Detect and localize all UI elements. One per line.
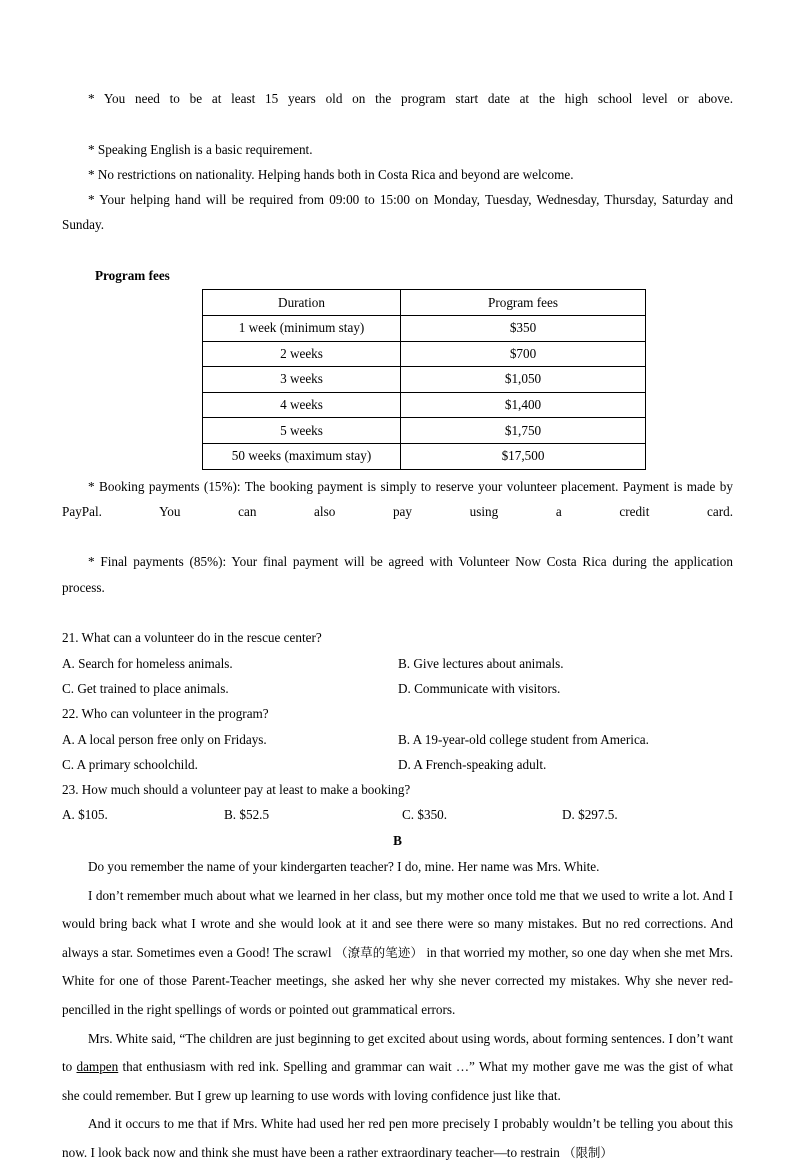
option-22-b[interactable]: B. A 19-year-old college student from America. xyxy=(398,731,649,747)
table-row xyxy=(203,341,646,367)
table-row xyxy=(203,418,646,444)
passage-p3-part1: Mrs. White said, “The children are just beginning to get excited about using words, about forming sentences. I don’t want to xyxy=(62,1030,733,1075)
passage-p2-part1: I don’t remember much about what we learned in her class, but my mother once told me that we used to write a lot. And I would bring back what I wrote and she would look at it and see there were so many mistakes. But no red corrections. And always a star. Sometimes even a Good! The scrawl xyxy=(62,887,733,960)
passage-p3-part2: that enthusiasm with red ink. Spelling and grammar can wait …” What my mother gave me was the gist of what she could remember. But I grew up learning to use words with loving confidence just like that. xyxy=(62,1059,733,1103)
cell-duration: 5 weeks xyxy=(203,418,401,444)
cell-fee: $1,400 xyxy=(401,392,646,418)
question-21-options-row-1 xyxy=(62,651,733,676)
cell-duration: 50 weeks (maximum stay) xyxy=(203,443,401,469)
question-22-stem: 22. Who can volunteer in the program? xyxy=(62,706,269,722)
passage-p2-gloss-scrawl: （潦草的笔迹） xyxy=(335,944,424,960)
cell-duration: 2 weeks xyxy=(203,341,401,367)
cell-fee: $1,050 xyxy=(401,367,646,393)
passage-paragraph-3 xyxy=(62,1025,733,1111)
passage-p2-part2: in that worried my mother, so one day when she met Mrs. White for one of those Parent-Teacher meetings, she asked her why she never corrected my mistakes. Why she never red-pencilled in the right spellings of words or pointed out grammatical errors. xyxy=(62,944,734,1017)
program-fees-table xyxy=(202,289,646,469)
requirement-line-1: * You need to be at least 15 years old on the program start date at the high school level or above. xyxy=(88,91,733,106)
passage-paragraph-2 xyxy=(62,882,733,1025)
option-21-c[interactable]: C. Get trained to place animals. xyxy=(62,680,229,696)
option-23-a[interactable]: A. $105. xyxy=(62,807,108,823)
requirement-line-3: * No restrictions on nationality. Helping hands both in Costa Rica and beyond are welcome. xyxy=(88,166,574,182)
cell-duration: 4 weeks xyxy=(203,392,401,418)
option-22-a[interactable]: A. A local person free only on Fridays. xyxy=(62,731,267,747)
cell-fee: $350 xyxy=(401,315,646,341)
question-22-options-row-2 xyxy=(62,752,733,777)
option-21-d[interactable]: D. Communicate with visitors. xyxy=(398,680,561,696)
question-23-options-row xyxy=(62,802,733,827)
question-22-options-row-1 xyxy=(62,727,733,752)
question-23-stem: 23. How much should a volunteer pay at least to make a booking? xyxy=(62,782,411,798)
section-b-label: B xyxy=(393,832,402,848)
requirement-line-4: * Your helping hand will be required from 09:00 to 15:00 on Monday, Tuesday, Wednesday, Thursday, Saturday and Sunday. xyxy=(62,192,733,233)
option-23-b[interactable]: B. $52.5 xyxy=(224,807,270,823)
table-row xyxy=(203,443,646,469)
cell-fee: $1,750 xyxy=(401,418,646,444)
table-header-fees: Program fees xyxy=(401,290,646,316)
option-22-c[interactable]: C. A primary schoolchild. xyxy=(62,756,198,772)
table-row xyxy=(203,367,646,393)
option-22-d[interactable]: D. A French-speaking adult. xyxy=(398,756,547,772)
table-row xyxy=(203,315,646,341)
passage-p3-underlined-word: dampen xyxy=(76,1059,119,1075)
table-header-duration: Duration xyxy=(203,290,401,316)
payment-note-final: * Final payments (85%): Your final payment will be agreed with Volunteer Now Costa Rica during the application process. xyxy=(62,554,733,595)
payment-note-booking: * Booking payments (15%): The booking payment is simply to reserve your volunteer placement. Payment is made by PayPal. You can also pay using a credit card. xyxy=(62,478,733,519)
passage-p4-gloss-restrain: （限制） xyxy=(563,1144,613,1160)
program-fees-heading: Program fees xyxy=(95,268,170,284)
cell-fee: $700 xyxy=(401,341,646,367)
cell-duration: 1 week (minimum stay) xyxy=(203,315,401,341)
question-21-options-row-2 xyxy=(62,676,733,701)
passage-paragraph-4 xyxy=(62,1110,733,1167)
option-21-a[interactable]: A. Search for homeless animals. xyxy=(62,655,233,671)
cell-fee: $17,500 xyxy=(401,443,646,469)
table-row xyxy=(203,392,646,418)
option-23-d[interactable]: D. $297.5. xyxy=(562,807,618,823)
requirement-line-2: * Speaking English is a basic requirement. xyxy=(88,141,313,157)
table-header-row xyxy=(203,290,646,316)
option-23-c[interactable]: C. $350. xyxy=(402,807,448,823)
passage-paragraph-1: Do you remember the name of your kindergarten teacher? I do, mine. Her name was Mrs. White. xyxy=(88,858,600,874)
option-21-b[interactable]: B. Give lectures about animals. xyxy=(398,655,564,671)
cell-duration: 3 weeks xyxy=(203,367,401,393)
question-21-stem: 21. What can a volunteer do in the rescue center? xyxy=(62,630,322,646)
passage-p4-part1: And it occurs to me that if Mrs. White had used her red pen more precisely I probably wouldn’t be telling you about this now. I look back now and think she must have been a rather extraordinary teacher—to restrain xyxy=(62,1116,733,1160)
